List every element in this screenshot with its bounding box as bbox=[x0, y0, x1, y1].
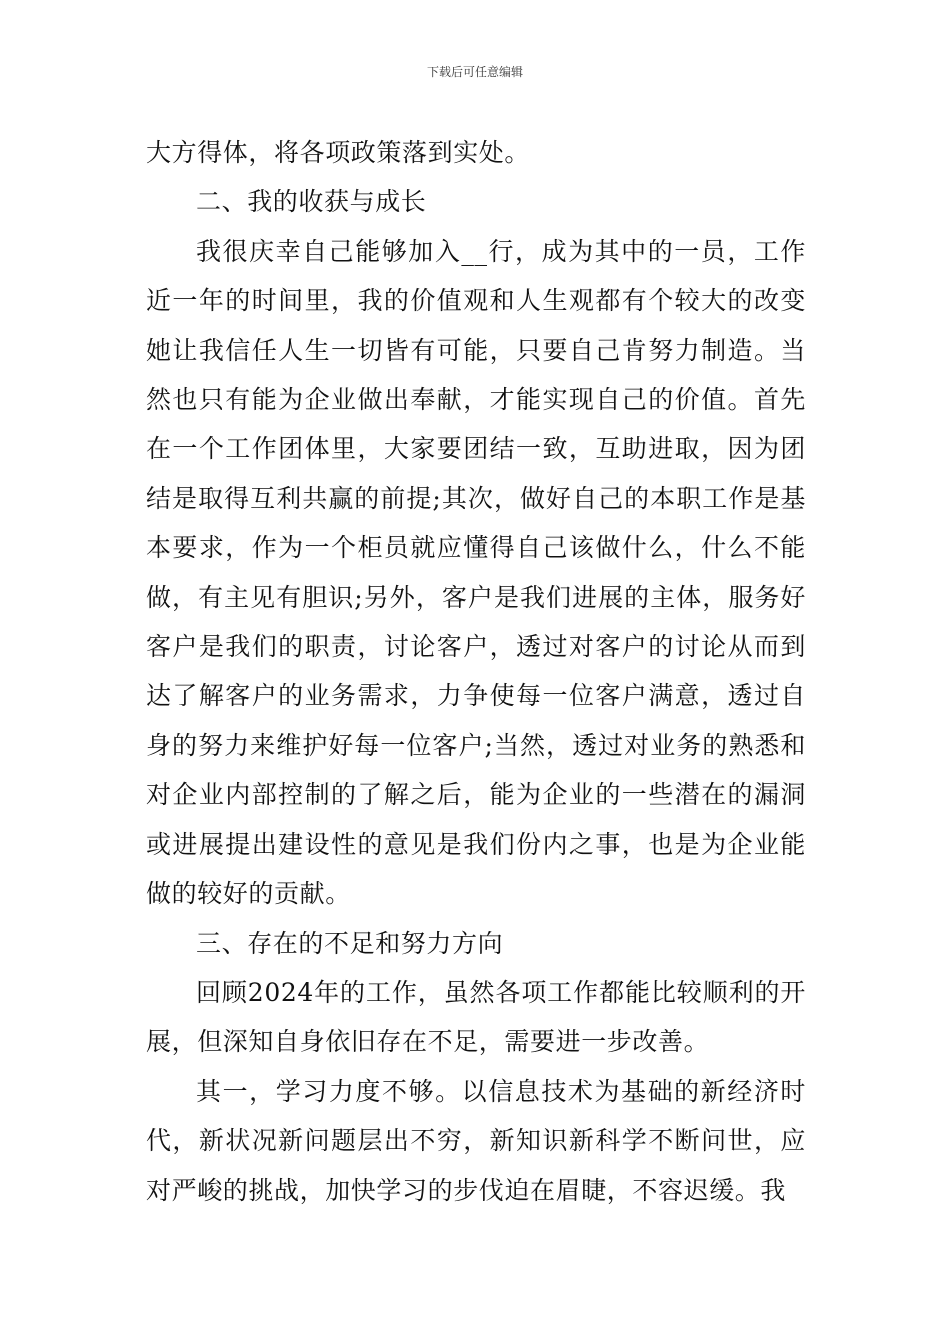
text-line: 二、我的收获与成长 bbox=[196, 187, 427, 217]
text-line: 其一，学习力度不够。以信息技术为基础的新经济时 bbox=[196, 1076, 806, 1106]
text-line: 做的较好的贡献。 bbox=[146, 879, 351, 909]
document-body bbox=[146, 128, 806, 1215]
text-line: 结是取得互利共赢的前提;其次，做好自己的本职工作是基 bbox=[146, 483, 806, 513]
text-line: 展，但深知自身依旧存在不足，需要进一步改善。 bbox=[146, 1027, 710, 1057]
text-line: 大方得体，将各项政策落到实处。 bbox=[146, 138, 531, 167]
paragraph bbox=[146, 128, 806, 177]
paragraph bbox=[146, 1067, 806, 1215]
paragraph bbox=[146, 968, 806, 1067]
page-header: 下载后可任意编辑 bbox=[426, 65, 523, 79]
text-line: 然也只有能为企业做出奉献，才能实现自己的价值。首先 bbox=[146, 385, 806, 415]
text-line: 达了解客户的业务需求，力争使每一位客户满意，透过自 bbox=[146, 681, 806, 711]
paragraph bbox=[146, 177, 806, 226]
paragraph bbox=[146, 919, 806, 968]
text-line: 她让我信任人生一切皆有可能，只要自己肯努力制造。当 bbox=[146, 335, 806, 365]
text-line: 回顾2024年的工作，虽然各项工作都能比较顺利的开 bbox=[196, 977, 806, 1007]
text-line: 对严峻的挑战，加快学习的步伐迫在眉睫，不容迟缓。我 bbox=[146, 1175, 787, 1205]
text-line: 身的努力来维护好每一位客户;当然，透过对业务的熟悉和 bbox=[146, 730, 806, 760]
text-line: 在一个工作团体里，大家要团结一致，互助进取，因为团 bbox=[146, 434, 806, 464]
text-line: 或进展提出建设性的意见是我们份内之事，也是为企业能 bbox=[146, 829, 806, 859]
text-line: 对企业内部控制的了解之后，能为企业的一些潜在的漏洞 bbox=[146, 780, 806, 810]
text-line: 三、存在的不足和努力方向 bbox=[196, 928, 504, 958]
text-line: 近一年的时间里，我的价值观和人生观都有个较大的改变 bbox=[146, 286, 806, 316]
text-line: 我很庆幸自己能够加入__行，成为其中的一员，工作 bbox=[196, 236, 806, 266]
text-line: 做，有主见有胆识;另外，客户是我们进展的主体，服务好 bbox=[146, 582, 806, 612]
text-line: 客户是我们的职责，讨论客户，透过对客户的讨论从而到 bbox=[146, 632, 806, 662]
paragraph bbox=[146, 227, 806, 919]
text-line: 本要求，作为一个柜员就应懂得自己该做什么，什么不能 bbox=[146, 533, 806, 563]
text-line: 代，新状况新问题层出不穷，新知识新科学不断问世，应 bbox=[146, 1126, 806, 1156]
